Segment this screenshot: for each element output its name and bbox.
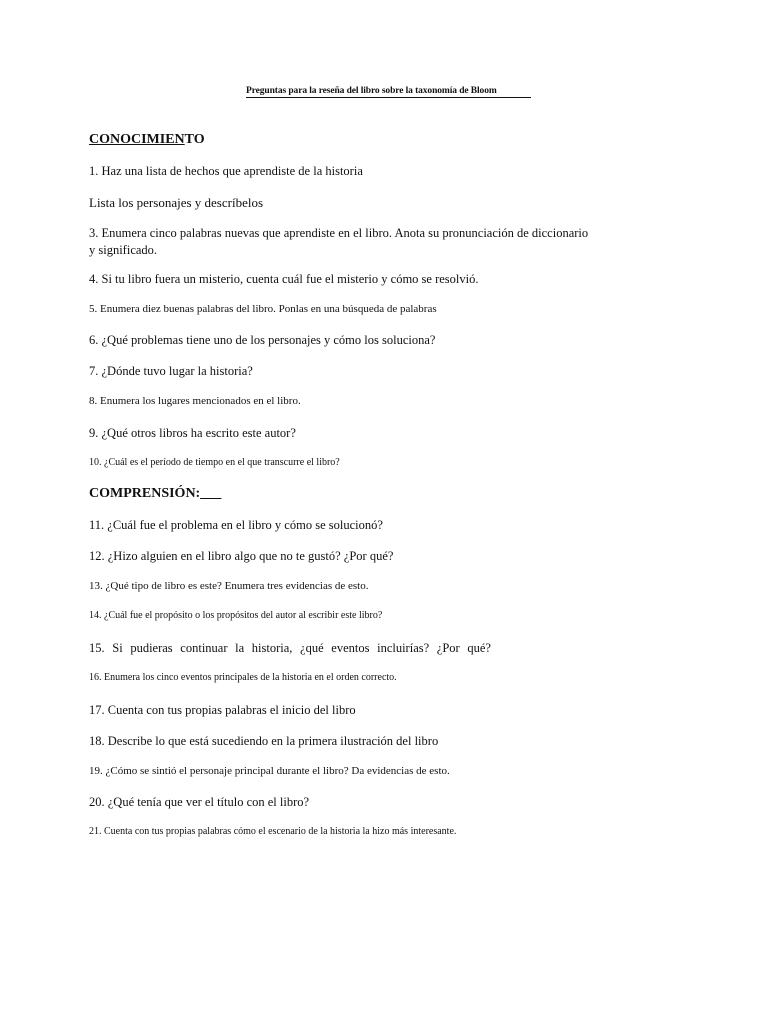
question-10: 10. ¿Cuál es el período de tiempo en el que transcurre el libro? bbox=[89, 457, 340, 468]
question-15-word: pudieras bbox=[130, 641, 173, 655]
question-15-word: ¿qué bbox=[300, 641, 324, 655]
question-18: 18. Describe lo que está sucediendo en la primera ilustración del libro bbox=[89, 734, 439, 748]
question-17: 17. Cuenta con tus propias palabras el inicio del libro bbox=[89, 703, 356, 717]
question-15-word: eventos bbox=[331, 641, 370, 655]
question-4: 4. Si tu libro fuera un misterio, cuenta cuál fue el misterio y cómo se resolvió. bbox=[89, 272, 479, 286]
question-1: 1. Haz una lista de hechos que aprendiste de la historia bbox=[89, 164, 363, 178]
question-6: 6. ¿Qué problemas tiene uno de los personajes y cómo los soluciona? bbox=[89, 333, 436, 347]
heading-blank: ___ bbox=[200, 486, 222, 501]
question-15-word: la bbox=[235, 641, 245, 655]
question-15-word: continuar bbox=[180, 641, 228, 655]
question-19: 19. ¿Cómo se sintió el personaje principal durante el libro? Da evidencias de esto. bbox=[89, 765, 450, 777]
section-heading-conocimiento bbox=[89, 132, 205, 148]
heading-text: COMPRENSIÓN: bbox=[89, 486, 201, 501]
question-21: 21. Cuenta con tus propias palabras cómo el escenario de la historia la hizo más interesante. bbox=[89, 826, 457, 837]
question-15-word: Si bbox=[112, 641, 123, 655]
question-11: 11. ¿Cuál fue el problema en el libro y cómo se solucionó? bbox=[89, 518, 383, 532]
question-15-word: qué? bbox=[467, 641, 491, 655]
question-15-word: historia, bbox=[251, 641, 293, 655]
question-15-word: ¿Por bbox=[436, 641, 460, 655]
section-heading-comprension bbox=[89, 486, 221, 502]
question-1b: Lista los personajes y descríbelos bbox=[89, 195, 264, 210]
question-5: 5. Enumera diez buenas palabras del libro. Ponlas en una búsqueda de palabras bbox=[89, 303, 437, 315]
question-15-word: 15. bbox=[89, 641, 105, 655]
question-16: 16. Enumera los cinco eventos principales de la historia en el orden correcto. bbox=[89, 672, 397, 683]
question-8: 8. Enumera los lugares mencionados en el libro. bbox=[89, 395, 301, 407]
question-13: 13. ¿Qué tipo de libro es este? Enumera tres evidencias de esto. bbox=[89, 580, 369, 592]
question-15-word: incluirías? bbox=[377, 641, 430, 655]
question-14: 14. ¿Cuál fue el propósito o los propósitos del autor al escribir este libro? bbox=[89, 610, 383, 621]
heading-underlined-part: CONOCIMIEN bbox=[89, 132, 185, 147]
heading-rest-part: TO bbox=[184, 132, 205, 147]
question-12: 12. ¿Hizo alguien en el libro algo que no te gustó? ¿Por qué? bbox=[89, 549, 394, 563]
question-7: 7. ¿Dónde tuvo lugar la historia? bbox=[89, 364, 253, 378]
document-title: Preguntas para la reseña del libro sobre la taxonomía de Bloom bbox=[246, 86, 531, 98]
question-3: 3. Enumera cinco palabras nuevas que aprendiste en el libro. Anota su pronunciación de diccionario y significado. bbox=[89, 226, 589, 257]
question-20: 20. ¿Qué tenía que ver el título con el libro? bbox=[89, 795, 310, 809]
question-9: 9. ¿Qué otros libros ha escrito este autor? bbox=[89, 426, 296, 440]
question-15 bbox=[89, 641, 491, 656]
